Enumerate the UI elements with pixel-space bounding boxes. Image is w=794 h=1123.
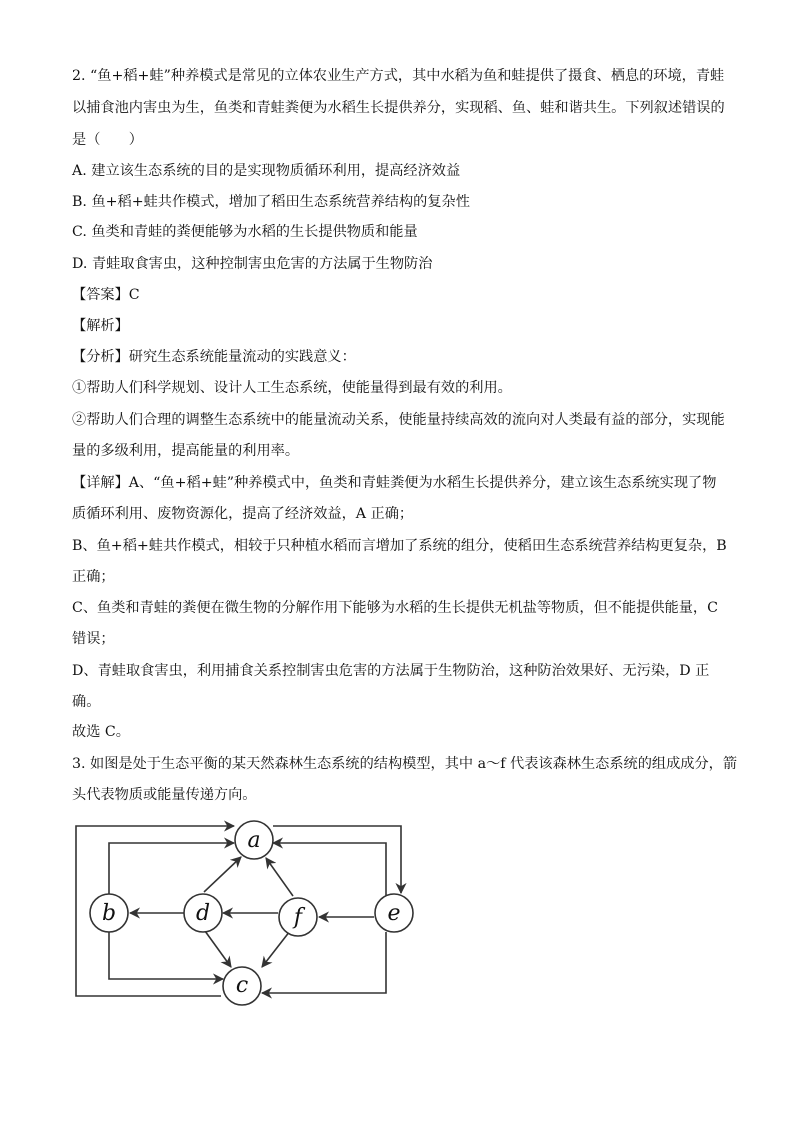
analysis-line-3: ②帮助人们合理的调整生态系统中的能量流动关系，使能量持续高效的流向对人类最有益的部分，实现能 <box>72 412 725 428</box>
node-d-label: d <box>195 901 211 926</box>
analysis-line-11: D、青蛙取食害虫，利用捕食关系控制害虫危害的方法属于生物防治，这种防治效果好、无污染，D 正 <box>72 663 710 679</box>
answer-value: C <box>128 287 140 303</box>
node-f-label: f <box>293 905 303 930</box>
arrow-d-to-c <box>205 931 231 967</box>
analysis-line-7: B、鱼+稻+蛙共作模式，相较于只种植水稻而言增加了系统的组分，使稻田生态系统营养结构更复杂，B <box>72 538 727 554</box>
analysis-line-12: 确。 <box>72 694 101 710</box>
q2-option-c: C. 鱼类和青蛙的粪便能够为水稻的生长提供物质和能量 <box>72 224 418 240</box>
node-e-label: e <box>387 901 401 926</box>
analysis-line-6: 质循环利用、废物资源化，提高了经济效益，A 正确； <box>72 506 414 522</box>
q2-option-d: D. 青蛙取食害虫，这种控制害虫危害的方法属于生物防治 <box>72 256 433 272</box>
q2-stem-line-2: 以捕食池内害虫为生，鱼类和青蛙粪便为水稻生长提供养分，实现稻、鱼、蛙和谐共生。下列叙述错误的 <box>72 100 725 116</box>
q3-stem-line-1: 3. 如图是处于生态平衡的某天然森林生态系统的结构模型，其中 a～f 代表该森林生态系统的组成成分，箭 <box>72 756 738 772</box>
q2-option-b: B. 鱼+稻+蛙共作模式，增加了稻田生态系统营养结构的复杂性 <box>72 194 470 210</box>
analysis-line-2: ①帮助人们科学规划、设计人工生态系统，使能量得到最有效的利用。 <box>72 380 512 396</box>
node-a-label: a <box>247 828 261 853</box>
analysis-line-5: 【详解】A、“鱼+稻+蛙”种养模式中，鱼类和青蛙粪便为水稻生长提供养分，建立该生态系统实现了物 <box>72 475 717 491</box>
arrow-f-to-c <box>262 931 290 967</box>
analysis-line-1: 【分析】研究生态系统能量流动的实践意义： <box>72 349 356 365</box>
answer-label: 【答案】 <box>72 287 129 303</box>
analysis-line-13: 故选 C。 <box>72 724 130 740</box>
arrow-a-to-e <box>273 826 401 893</box>
arrow-b-to-c <box>109 932 223 979</box>
analysis-line-9: C、鱼类和青蛙的粪便在微生物的分解作用下能够为水稻的生长提供无机盐等物质，但不能提供能量，C <box>72 600 718 616</box>
analysis-line-8: 正确； <box>72 569 115 585</box>
q2-analysis-label: 【解析】 <box>72 318 129 334</box>
analysis-line-4: 量的多级利用，提高能量的利用率。 <box>72 443 300 459</box>
arrow-e-to-c <box>262 932 386 993</box>
arrow-b-to-a <box>109 843 234 895</box>
arrow-f-to-a <box>266 858 293 896</box>
q2-stem-line-1: 2. “鱼+稻+蛙”种养模式是常见的立体农业生产方式，其中水稻为鱼和蛙提供了摄食、栖息的环境，青蛙 <box>72 68 725 84</box>
q2-option-a: A. 建立该生态系统的目的是实现物质循环利用，提高经济效益 <box>72 163 461 179</box>
node-c-label: c <box>235 973 249 998</box>
q2-stem-line-3: 是（ ） <box>72 132 143 148</box>
node-b-label: b <box>101 901 117 926</box>
arrow-d-to-a <box>204 857 241 892</box>
analysis-line-10: 错误； <box>72 631 115 647</box>
q3-stem-line-2: 头代表物质或能量传递方向。 <box>72 787 257 803</box>
